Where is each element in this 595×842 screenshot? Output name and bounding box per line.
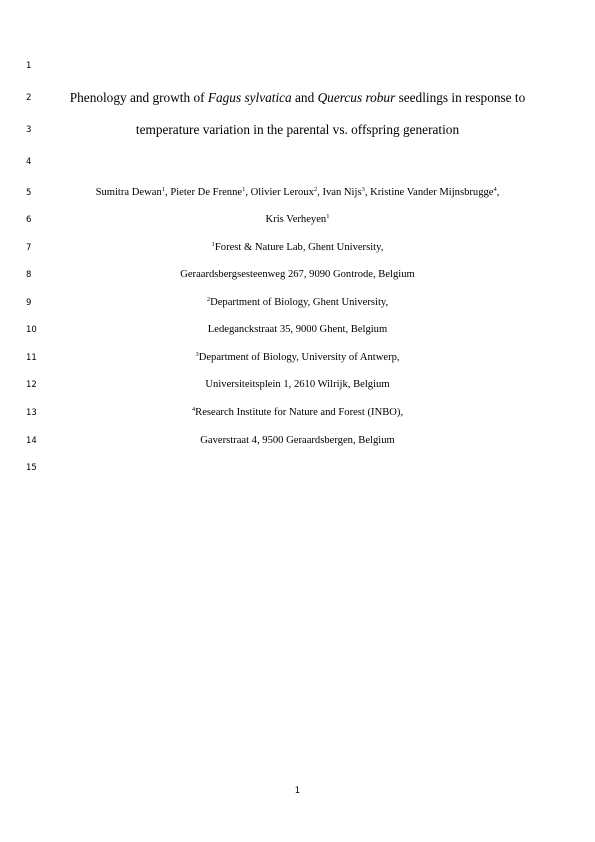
line-number: 8 [26,270,32,280]
author-list-continued: Kris Verheyen$^1$ [265,213,330,225]
author-name: , Kristine Vander Mijnsbrugge [364,187,494,198]
line-15 [0,458,595,478]
line-12 [0,375,595,395]
line-4 [0,152,595,172]
line-2 [0,88,595,108]
affiliation-3-address: Universiteitsplein 1, 2610 Wilrijk, Belgium [205,379,390,390]
line-number: 10 [26,325,37,335]
line-number: 1 [26,61,32,71]
line-number: 15 [26,463,37,473]
line-number: 7 [26,243,32,253]
line-number: 11 [26,353,37,363]
line-3 [0,120,595,140]
line-8 [0,265,595,285]
author-name: Sumitra Dewan [95,187,162,198]
affiliation-2-name: $^2$Department of Biology, Ghent University, [206,296,389,308]
author-name: , Ivan Nijs [317,187,362,198]
line-13 [0,403,595,423]
paper-title-line-2: temperature variation in the parental vs. offspring generation [135,122,460,137]
line-14 [0,431,595,451]
author-list: Sumitra Dewan$^1$, Pieter De Frenne$^1$, Olivier Leroux$^2$, Ivan Nijs$^3$, Kristine Vander Mijnsbrugge$^4$, [95,186,500,198]
line-number: 14 [26,436,37,446]
author-name: , Olivier Leroux [245,187,314,198]
line-number: 6 [26,215,32,225]
affiliation-1-name: $^1$Forest & Nature Lab, Ghent University, [211,241,384,253]
line-7 [0,238,595,258]
line-10 [0,320,595,340]
line-5 [0,183,595,203]
line-number: 9 [26,298,32,308]
affiliation-4-name: $^4$Research Institute for Nature and Forest (INBO), [191,406,404,418]
affiliation-1-address: Geraardsbergsesteenweg 267, 9090 Gontrode, Belgium [180,269,415,280]
line-number: 13 [26,408,37,418]
author-name: , Pieter De Frenne [165,187,243,198]
affiliation-3-name: $^3$Department of Biology, University of Antwerp, [195,351,400,363]
line-number: 5 [26,188,32,198]
line-number: 4 [26,157,32,167]
author-name: Kris Verheyen [265,214,327,225]
line-number: 12 [26,380,37,390]
species-name-fagus: Fagus sylvatica [207,90,292,105]
line-9 [0,293,595,313]
line-number: 2 [26,93,32,103]
page-number: 1 [294,786,301,796]
line-6 [0,210,595,230]
line-number: 3 [26,125,32,135]
species-name-quercus: Quercus robur [317,90,396,105]
affiliation-2-address: Ledeganckstraat 35, 9000 Ghent, Belgium [207,324,388,335]
paper-title-line-1: Phenology and growth of Fagus sylvatica and Quercus robur seedlings in response to [69,90,526,105]
affiliation-4-address: Gaverstraat 4, 9500 Geraardsbergen, Belgium [200,435,395,446]
line-11 [0,348,595,368]
line-1 [0,56,595,76]
